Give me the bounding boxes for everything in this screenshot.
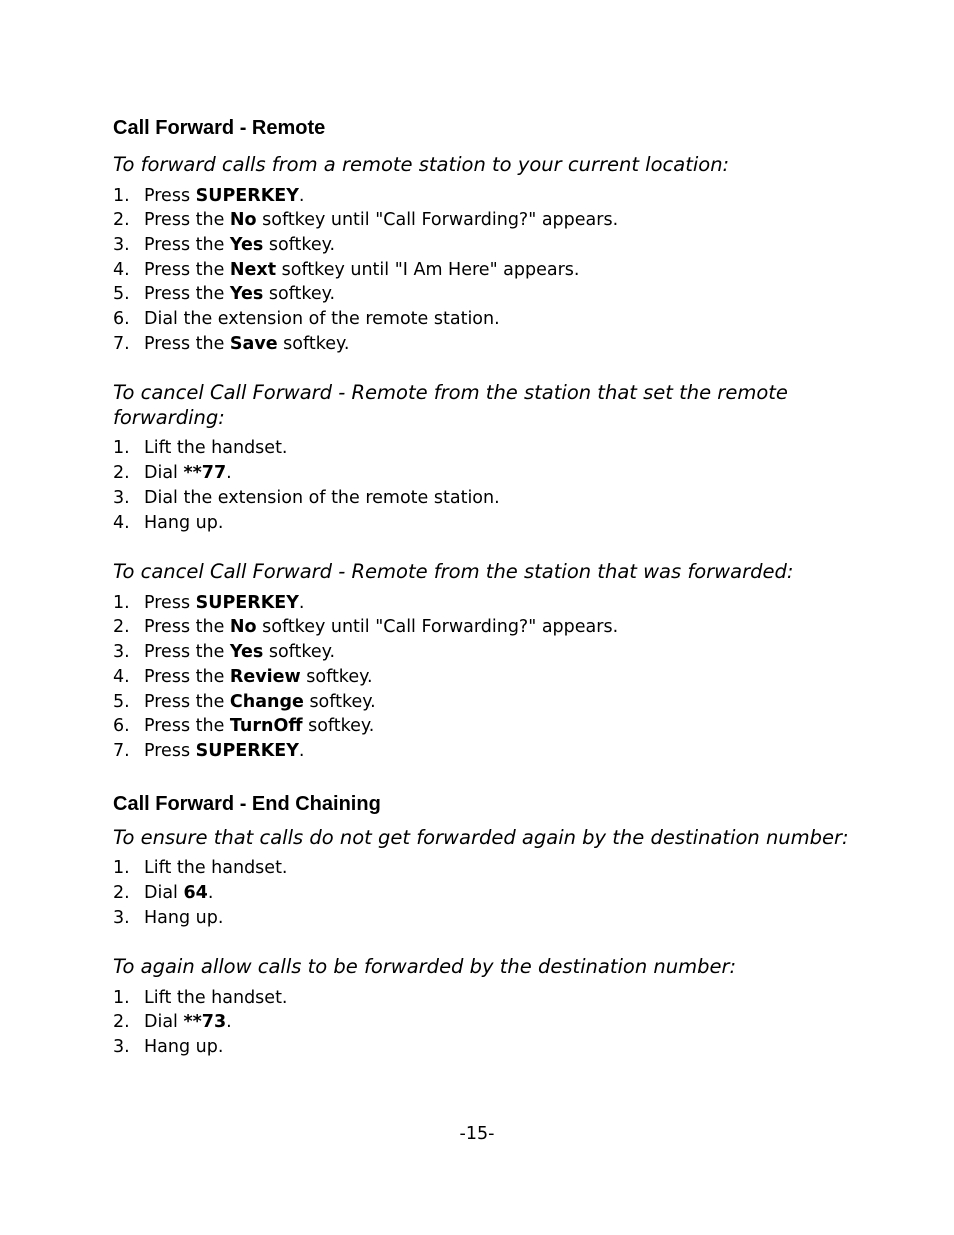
list-item: 6. Dial the extension of the remote station. <box>113 309 500 330</box>
list-item: 3. Press the Yes softkey. <box>113 234 336 255</box>
document-page <box>113 116 853 1060</box>
list-item: 7. Press SUPERKEY. <box>113 740 305 761</box>
steps-list <box>113 184 853 357</box>
list-item: 3. Dial the extension of the remote station. <box>113 487 500 508</box>
list-item: 4. Press the Review softkey. <box>113 666 373 687</box>
list-item: 2. Dial **73. <box>113 1012 232 1033</box>
section-heading: Call Forward - Remote <box>113 117 326 139</box>
list-item: 2. Dial 64. <box>113 882 214 903</box>
steps-list <box>113 436 853 535</box>
list-item: 1. Press SUPERKEY. <box>113 592 305 613</box>
list-item: 5. Press the Change softkey. <box>113 691 376 712</box>
list-item: 3. Hang up. <box>113 1037 224 1058</box>
list-item: 4. Press the Next softkey until "I Am Here" appears. <box>113 259 580 280</box>
list-item: 7. Press the Save softkey. <box>113 333 350 354</box>
steps-list <box>113 986 853 1060</box>
steps-list <box>113 591 853 764</box>
intro-text: To cancel Call Forward - Remote from the station that set the remote forwarding: <box>113 381 788 429</box>
list-item: 3. Press the Yes softkey. <box>113 642 336 663</box>
list-item: 1. Lift the handset. <box>113 987 288 1008</box>
steps-list <box>113 856 853 930</box>
list-item: 1. Lift the handset. <box>113 858 288 879</box>
list-item: 6. Press the TurnOff softkey. <box>113 716 375 737</box>
list-item: 2. Press the No softkey until "Call Forwarding?" appears. <box>113 210 619 231</box>
list-item: 2. Dial **77. <box>113 463 232 484</box>
page-number: -15- <box>459 1124 495 1144</box>
list-item: 4. Hang up. <box>113 512 224 533</box>
section-heading: Call Forward - End Chaining <box>113 792 381 815</box>
intro-text: To cancel Call Forward - Remote from the station that was forwarded: <box>113 560 794 584</box>
list-item: 3. Hang up. <box>113 907 224 928</box>
list-item: 2. Press the No softkey until "Call Forwarding?" appears. <box>113 617 619 638</box>
intro-text: To ensure that calls do not get forwarded again by the destination number: <box>113 825 849 849</box>
list-item: 1. Lift the handset. <box>113 438 288 459</box>
list-item: 5. Press the Yes softkey. <box>113 284 336 305</box>
list-item: 1. Press SUPERKEY. <box>113 185 305 206</box>
intro-text: To forward calls from a remote station to your current location: <box>113 153 730 176</box>
intro-text: To again allow calls to be forwarded by the destination number: <box>113 955 737 979</box>
